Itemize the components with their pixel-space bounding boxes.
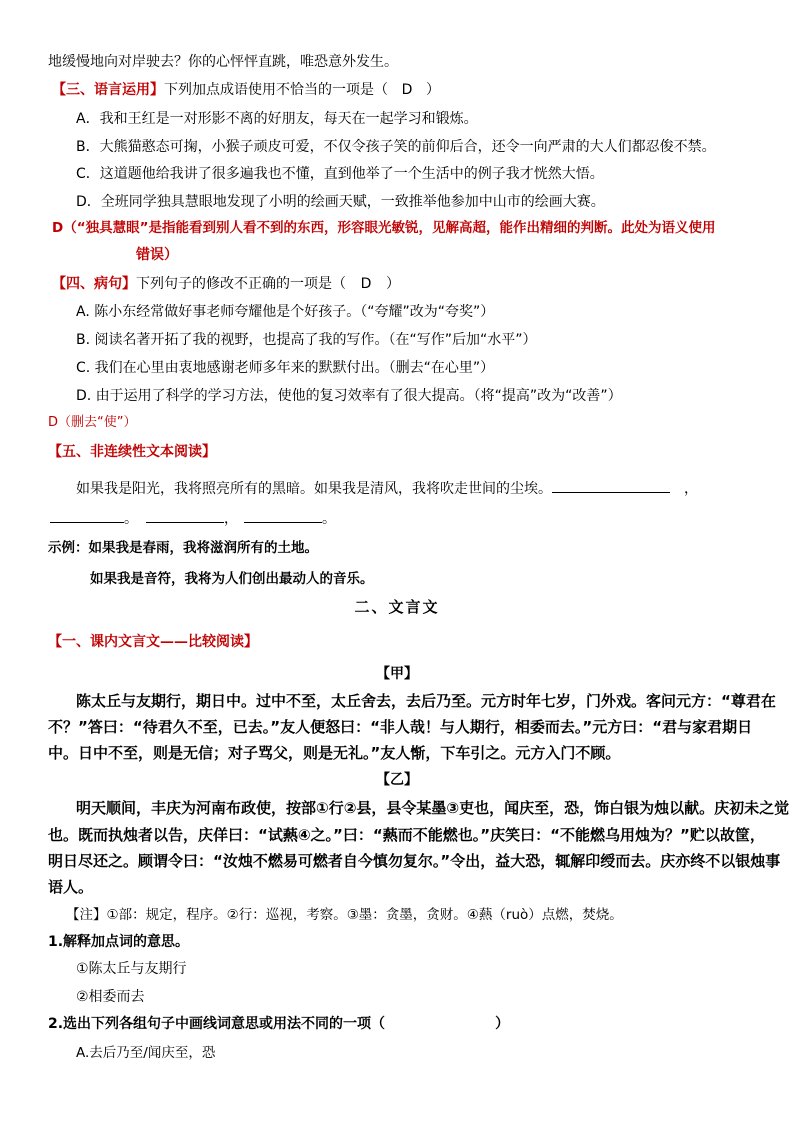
section-4-heading (52, 274, 400, 294)
section-3-close: ） (426, 82, 440, 98)
section-5-period-2: 。 (322, 511, 336, 527)
answer-blank-2[interactable] (50, 508, 124, 523)
section-4-close: ） (386, 276, 400, 292)
section-5-prompt: 如果我是阳光，我将照亮所有的黑暗。如果我是清风，我将吹走世间的尘埃。 (76, 481, 552, 497)
section-3-explanation-cont: 错误） (136, 247, 178, 263)
question-2-title: 2.选出下列各组句子中画线词意思或用法不同的一项（ (48, 1016, 386, 1032)
answer-blank-4[interactable] (244, 508, 322, 523)
section-5-prompt-line (76, 478, 698, 499)
section-3-tag: 【三、语言运用】 (52, 82, 164, 98)
section-4-tag: 【四、病句】 (52, 276, 136, 292)
passage-jia-line-2: 不？”答曰：“待君久不至，已去。”友人便怒曰：“非人哉！与人期行，相委而去。”元方曰：“君与家君期日 (48, 718, 753, 736)
section-3-option-a: A．我和王红是一对形影不离的好朋友，每天在一起学习和锻炼。 (76, 111, 478, 127)
section-3-option-c: C．这道题他给我讲了很多遍我也不懂，直到他举了一个生活中的例子我才恍然大悟。 (76, 166, 604, 182)
section-3-explanation: D（“独具慧眼”是指能看到别人看不到的东西，形容眼光敏锐，见解高超，能作出精细的判断。此处为语义使用 (52, 220, 716, 236)
section-5-example-2: 如果我是音符，我将为人们创出最动人的音乐。 (90, 571, 374, 587)
part-2-title: 二、文言文 (354, 598, 440, 616)
section-5-blank-line (50, 508, 336, 529)
section-3-stem: 下列加点成语使用不恰当的一项是（ (164, 82, 388, 98)
passage-yi-title: 【乙】 (376, 772, 418, 788)
section-1-tag: 【一、课内文言文——比较阅读】 (48, 634, 258, 650)
section-4-answer: D (360, 276, 372, 292)
section-3-heading (52, 80, 440, 100)
question-1-item-1: ①陈太丘与友期行 (76, 961, 187, 977)
section-4-option-a: A. 陈小东经常做好事老师夸耀他是个好孩子。（“夸耀”改为“夸奖”） (76, 304, 495, 320)
section-5-period-1: 。 (124, 511, 138, 527)
section-5-comma: ， (684, 481, 698, 497)
section-5-tag: 【五、非连续性文本阅读】 (48, 444, 216, 460)
section-3-answer: D (401, 82, 413, 98)
question-1-item-2: ②相委而去 (76, 989, 145, 1005)
section-5-example-1: 示例：如果我是春雨，我将滋润所有的土地。 (48, 540, 318, 556)
passage-yi-line-4: 语人。 (48, 878, 94, 896)
passage-jia-title: 【甲】 (376, 666, 418, 682)
section-4-explanation: D（删去“使”） (48, 415, 137, 430)
passage-note: 【注】①部：规定，程序。②行：巡视，考察。③墨：贪墨，贪财。④爇（ruò）点燃，焚烧。 (66, 907, 623, 923)
question-2-title-line (48, 1014, 509, 1034)
section-4-option-b: B. 阅读名著开拓了我的视野，也提高了我的写作。（在“写作”后加“水平”） (76, 332, 537, 348)
carryover-line: 地缓慢地向对岸驶去？你的心怦怦直跳，唯恐意外发生。 (48, 54, 398, 70)
passage-jia-line-1: 陈太丘与友期行，期日中。过中不至，太丘舍去，去后乃至。元方时年七岁，门外戏。客问元方：“尊君在 (76, 692, 776, 710)
section-4-option-d: D. 由于运用了科学的学习方法，使他的复习效率有了很大提高。（将“提高”改为“改善”） (76, 388, 622, 404)
passage-jia-line-3: 中。日中不至，则是无信；对子骂父，则是无礼。”友人惭，下车引之。元方入门不顾。 (48, 744, 621, 762)
section-4-stem: 下列句子的修改不正确的一项是（ (136, 276, 346, 292)
passage-yi-line-1: 明天顺间，丰庆为河南布政使，按部①行②县，县令某墨③吏也，闻庆至，恐，饰白银为烛以献。庆初未之觉 (76, 799, 790, 817)
passage-yi-line-2: 也。既而执烛者以告，庆佯曰：“试爇④之。”曰：“爇而不能燃也。”庆笑曰：“不能燃乌用烛为？”贮以故筐， (48, 826, 765, 844)
section-3-option-d: D．全班同学独具慧眼地发现了小明的绘画天赋，一致推举他参加中山市的绘画大赛。 (76, 194, 605, 210)
section-5-comma-2: ， (224, 511, 238, 527)
passage-yi-line-3: 明日尽还之。顾谓令曰：“汝烛不燃易可燃者自今慎勿复尔。”令出，益大恐，辄解印绶而去。庆亦终不以银烛事 (48, 852, 781, 870)
question-2-option-a: A.去后乃至/闻庆至，恐 (76, 1045, 216, 1061)
section-4-option-c: C. 我们在心里由衷地感谢老师多年来的默默付出。（删去“在心里”） (76, 360, 495, 376)
answer-blank-1[interactable] (552, 478, 670, 493)
answer-blank-3[interactable] (146, 508, 224, 523)
section-3-option-b: B．大熊猫憨态可掬，小猴子顽皮可爱，不仅令孩子笑的前仰后合，还令一向严肃的大人们都忍俊不禁。 (76, 139, 716, 155)
question-2-close: ） (495, 1016, 510, 1032)
question-1-title: 1.解释加点词的意思。 (48, 934, 190, 950)
